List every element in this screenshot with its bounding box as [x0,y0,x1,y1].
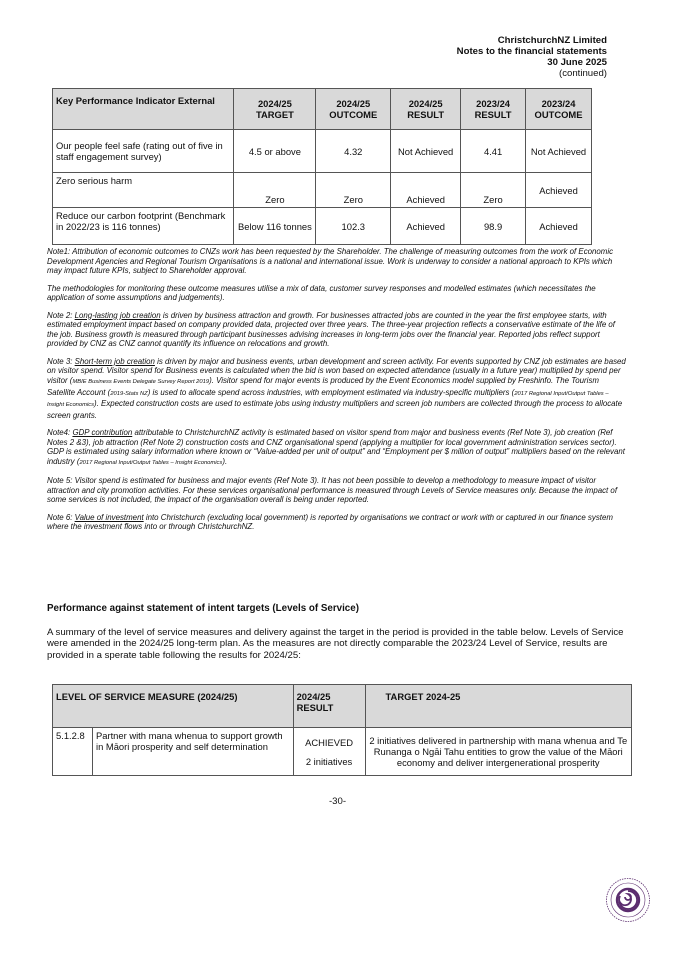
kpi-cell: Below 116 tonnes [234,208,316,245]
kpi-header-cell: Key Performance Indicator External [53,89,234,130]
los-header-target: TARGET 2024-25 [365,685,631,728]
los-result [293,728,365,776]
los-target: 2 initiatives delivered in partnership with mana whenua and Te Runanga o Ngāi Tahu entities to grow the value of the Māori economy and deliver intergenerational prosperity [365,728,631,776]
kpi-notes [47,247,627,540]
source-citation: 2017 Regional Input/Output Tables – Insight Economics [47,390,609,409]
kpi-cell: Not Achieved [391,130,461,173]
los-header-row [53,685,632,728]
kpi-cell: Achieved [391,173,461,208]
kpi-cell: Zero [461,173,526,208]
kpi-cell: Our people feel safe (rating out of five in staff engagement survey) [53,130,234,173]
document-subtitle: Notes to the financial statements [456,46,607,57]
kpi-cell: Achieved [526,173,592,208]
source-citation: 2017 Regional Input/Output Tables – Insight Economics [79,459,223,466]
note-4: Note4: GDP contribution attributable to ChristchurchNZ activity is estimated based on visitor spend from major and business events (Ref Note 3), job creation (Ref Notes 2 &3), job attraction (Ref Note 2) construction costs and CNZ organisational spend (applying a multiplier for local government administration services sector). GDP is estimated using salary information where known or “Value-added per unit of output” and “Employment per $ million of output” multipliers based on the relevant industry (2017 Regional Input/Output Tables – Insight Economics). [47,428,625,466]
table-row [53,208,592,245]
kpi-header-cell: 2023/24 RESULT [461,89,526,130]
kpi-cell: Zero serious harm [53,173,234,208]
los-measure: Partner with mana whenua to support growth in Māori prosperity and self determination [92,728,293,776]
kpi-header-cell: 2024/25 OUTCOME [316,89,391,130]
kpi-cell: 4.41 [461,130,526,173]
continued-label: (continued) [559,68,607,79]
kpi-cell: Reduce our carbon footprint (Benchmark in 2022/23 is 116 tonnes) [53,208,234,245]
los-header-result: 2024/25 RESULT [293,685,365,728]
kpi-cell: Not Achieved [526,130,592,173]
table-row [53,173,592,208]
page-number: -30- [328,796,347,807]
los-header-measure: LEVEL OF SERVICE MEASURE (2024/25) [53,685,294,728]
source-citation: 2019-Stats NZ [110,390,148,397]
document-date: 30 June 2025 [547,57,607,68]
note-1: Note1: Attribution of economic outcomes to CNZs work has been requested by the Shareholder. The challenge of measuring outcomes from the work of Economic Development Agencies and Regional Tourism Organisations is a national and international issue. Work is underway to consider a national approach to KPIs which may impact future KPIs, subject to Shareholder approval. [47,247,614,276]
kpi-table [52,88,592,245]
kpi-header-cell: 2024/25 RESULT [391,89,461,130]
kpi-cell: Zero [234,173,316,208]
kpi-cell: Zero [316,173,391,208]
table-row [53,728,632,776]
levels-of-service-table [52,684,632,776]
note-term: Value of investment [74,512,144,522]
note-term: Long-lasting job creation [74,310,161,320]
table-row [53,130,592,173]
kpi-header-cell: 2023/24 OUTCOME [526,89,592,130]
source-citation: MBIE Business Events Delegate Survey Report 2019 [72,378,210,385]
note-term: Short-term job creation [74,356,155,366]
page-header [457,35,607,79]
company-name: ChristchurchNZ Limited [497,35,607,46]
kpi-cell: 98.9 [461,208,526,245]
kpi-cell: Achieved [391,208,461,245]
result-detail: 2 initiatives [305,755,353,767]
los-code: 5.1.2.8 [53,728,93,776]
kpi-header-row [53,89,592,130]
kpi-header-cell: 2024/25 TARGET [234,89,316,130]
result-status: ACHIEVED [305,736,354,748]
kpi-cell: 102.3 [316,208,391,245]
kpi-cell: 4.5 or above [234,130,316,173]
note-6: Note 6: Value of investment into Christchurch (excluding local government) is reported by organisations we contract or work with or captured in our finance system where the investment flows into or through ChristchurchNZ. [47,512,613,532]
kpi-cell: 4.32 [316,130,391,173]
section-title: Performance against statement of intent targets (Levels of Service) [47,603,359,614]
note-3: Note 3: Short-term job creation is driven by major and business events, urban development and screen activity. For events supported by CNZ job estimates are based on visitor spend. Visitor spend for Business events is calculated when the bid is won based on expected attendance (usually in a future year) multiplied by spend per visitor (MBIE Business Events Delegate Survey Report 2019). Visitor spend for major events is produced by the Event Economics model supplied by Freshinfo. The Tourism Satellite Account (2019-Stats NZ) is used to allocate spend across industries, with employment estimated via industry-specific multipliers (2017 Regional Input/Output Tables – Insight Economics). Expected construction costs are used to estimate jobs using industry multipliers and screen job numbers are collected through the process to allocate screen grants. [47,356,626,420]
seal-logo-icon [605,877,651,923]
kpi-cell: Achieved [526,208,592,245]
methodology-note: The methodologies for monitoring these outcome measures utilise a mix of data, customer survey responses and modelled estimates (which necessitates the application of some assumptions and judgements). [47,283,596,303]
note-2: Note 2: Long-lasting job creation is driven by business attraction and growth. For businesses attracted jobs are counted in the year the first employee starts, with estimated employment impact based on company provided data, projected over three years. The three-year projection reflects a conservative estimate of the life of the job. Business growth is measured through participant businesses advising increases in long-term jobs over the financial year. Reported jobs reflect support provided by CNZ as CNZ cannot quantify its influence on relocations and growth. [47,310,615,349]
note-term: GDP contribution [72,428,133,438]
section-intro: A summary of the level of service measures and delivery against the target in the period is provided in the table below. Levels of Service were amended in the 2024/25 long-term plan. As the measures are not directly comparable the 2023/24 Level of Service, results are provided in a sperate table following the results for 2024/25: [47,627,624,661]
note-5: Note 5: Visitor spend is estimated for business and major events (Ref Note 3). It has not been possible to develop a methodology to measure impact of visitor attraction and city promotion activities. For these services organisational performance is measured through Levels of Service measures only. Because the impact of some services is not included, the impact of the organisation overall is being under reported. [47,476,618,505]
